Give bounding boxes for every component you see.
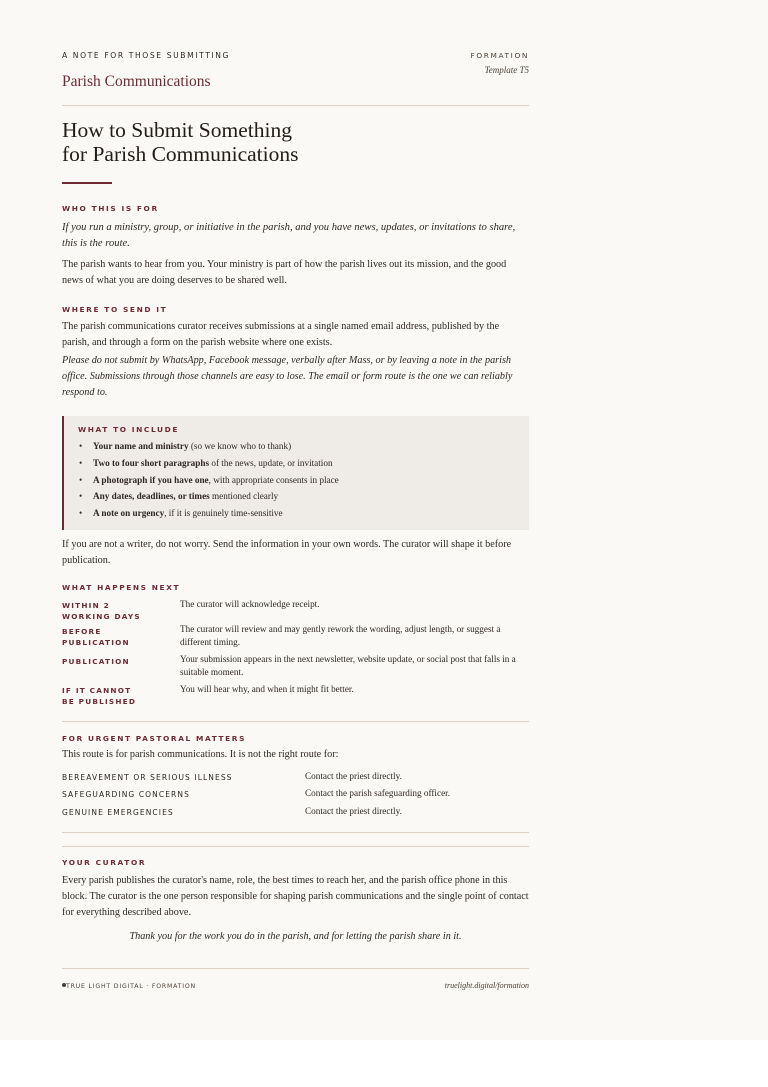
next-row-value: You will hear why, and when it might fit better. bbox=[180, 684, 354, 694]
include-panel bbox=[62, 416, 529, 530]
page-title bbox=[62, 118, 298, 166]
where-heading: WHERE TO SEND IT bbox=[62, 305, 168, 314]
urgent-intro: This route is for parish communications. It is not the right route for: bbox=[62, 749, 339, 760]
urgent-heading: FOR URGENT PASTORAL MATTERS bbox=[62, 734, 247, 743]
header-kicker: A NOTE FOR THOSE SUBMITTING bbox=[62, 51, 231, 60]
next-row-value: The curator will acknowledge receipt. bbox=[180, 599, 320, 609]
who-heading: WHO THIS IS FOR bbox=[62, 204, 159, 213]
title-line-1: How to Submit Something bbox=[62, 118, 292, 142]
curator-heading: YOUR CURATOR bbox=[62, 858, 147, 867]
footer-link[interactable]: truelight.digital/formation bbox=[444, 981, 529, 990]
next-row-value: The curator will review and may gently rework the wording, adjust length, or suggest a different timing. bbox=[180, 624, 501, 647]
curator-divider-top bbox=[62, 832, 529, 833]
list-item: • Two to four short paragraphs of the news, update, or invitation bbox=[79, 455, 339, 472]
template-label: Template T5 bbox=[484, 65, 529, 75]
section-title: Parish Communications bbox=[62, 73, 211, 90]
next-row-value: Your submission appears in the next newsletter, website update, or social post that falls in a suitable moment. bbox=[180, 654, 516, 677]
urgent-row-label: GENUINE EMERGENCIES bbox=[62, 808, 174, 817]
title-accent-rule bbox=[62, 182, 112, 184]
writer-note: If you are not a writer, do not worry. Send the information in your own words. The curator will shape it before publication. bbox=[62, 539, 512, 566]
next-row-label: WITHIN 2 WORKING DAYS bbox=[62, 601, 141, 621]
urgent-divider bbox=[62, 721, 529, 722]
curator-divider-bottom bbox=[62, 846, 529, 847]
header-right-kicker: FORMATION bbox=[470, 51, 529, 60]
next-row-label: PUBLICATION bbox=[62, 657, 130, 666]
list-item: • A note on urgency, if it is genuinely time-sensitive bbox=[79, 505, 339, 522]
footer-divider bbox=[62, 968, 529, 969]
next-heading: WHAT HAPPENS NEXT bbox=[62, 583, 181, 592]
who-lead: If you run a ministry, group, or initiative in the parish, and you have news, updates, or invitations to share, this is the route. bbox=[62, 222, 516, 249]
urgent-row-value: Contact the priest directly. bbox=[305, 806, 402, 816]
where-note: Please do not submit by WhatsApp, Facebook message, verbally after Mass, or by leaving a note in the parish office. Submissions through those channels are easy to lose. The email or form route is the one we can reliably respond to. bbox=[62, 355, 513, 398]
urgent-row-label: BEREAVEMENT OR SERIOUS ILLNESS bbox=[62, 773, 233, 782]
footer-brand: TRUE LIGHT DIGITAL · FORMATION bbox=[62, 983, 196, 990]
list-item: • A photograph if you have one, with appropriate consents in place bbox=[79, 472, 339, 489]
next-row-label: IF IT CANNOT BE PUBLISHED bbox=[62, 686, 137, 706]
who-body: The parish wants to hear from you. Your ministry is part of how the parish lives out its mission, and the good news of what you are doing deserves to be shared well. bbox=[62, 259, 507, 286]
list-item: • Any dates, deadlines, or times mentioned clearly bbox=[79, 488, 339, 505]
title-line-2: for Parish Communications bbox=[62, 142, 299, 166]
list-item: • Your name and ministry (so we know who to thank) bbox=[79, 438, 339, 455]
curator-body: Every parish publishes the curator's name, role, the best times to reach her, and the parish office phone in this block. The curator is the one person responsible for shaping parish communications and the single point of contact for everything described above. bbox=[62, 875, 529, 918]
header-divider bbox=[62, 105, 529, 106]
include-heading: WHAT TO INCLUDE bbox=[78, 425, 179, 434]
include-list bbox=[79, 438, 339, 522]
urgent-row-label: SAFEGUARDING CONCERNS bbox=[62, 790, 190, 799]
urgent-row-value: Contact the parish safeguarding officer. bbox=[305, 788, 450, 798]
next-row-label: BEFORE PUBLICATION bbox=[62, 627, 130, 647]
where-body: The parish communications curator receives submissions at a single named email address, published by the parish, and through a form on the parish website where one exists. bbox=[62, 321, 500, 348]
urgent-row-value: Contact the priest directly. bbox=[305, 771, 402, 781]
closing-line: Thank you for the work you do in the parish, and for letting the parish share in it. bbox=[129, 931, 462, 942]
